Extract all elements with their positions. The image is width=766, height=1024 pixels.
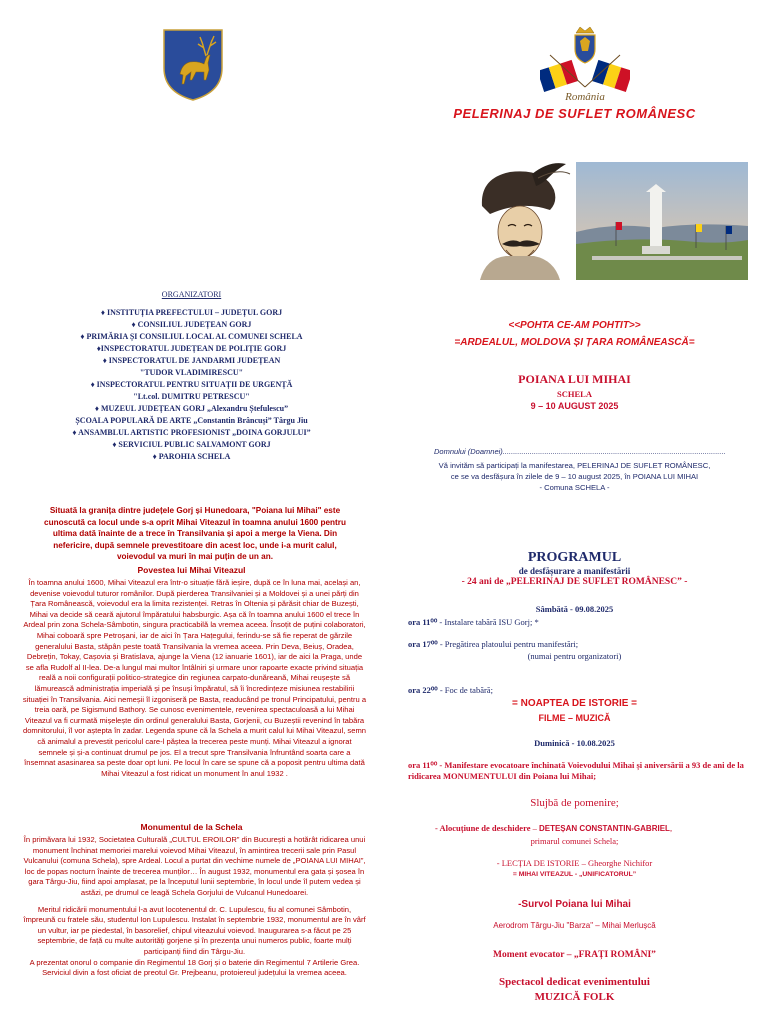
event-dates: 9 – 10 AUGUST 2025: [530, 401, 619, 411]
history-night-title: = NOAPTEA DE ISTORIE =: [511, 698, 638, 709]
event-title: PELERINAJ DE SUFLET ROMÂNESC: [453, 106, 696, 121]
organizers-list: [0, 307, 383, 463]
flyover: -Survol Poiana lui Mihai: [518, 899, 631, 910]
invitation-text: [383, 460, 766, 493]
organizer-item: ♦ INSPECTORATUL DE JANDARMI JUDEȚEAN: [102, 356, 281, 365]
program-title: PROGRAMUL: [527, 550, 622, 565]
films-music: FILME – MUZICĂ: [538, 713, 611, 723]
organizer-item: ♦ INSTITUȚIA PREFECTULUI – JUDEȚUL GORJ: [100, 308, 283, 317]
speaker-role: primarul comunei Schela;: [530, 836, 619, 846]
organizer-item: ♦ MUZEUL JUDEȚEAN GORJ „Alexandru Ștefulescu”: [94, 404, 289, 413]
schedule-text: - Instalare tabără ISU Gorj; *: [437, 617, 539, 627]
monument-paragraph: În primăvara lui 1932, Societatea Culturală „CULTUL EROILOR” din București a hotărât ridicarea unui monument închinat memoriei marelui voievod Mihai Viteazul, în amintirea trecerii sale prin Pasul Vulcanului (comuna Schela), spre Ardeal. Locul a purtat din vechime numele de „POIANA LUI MIHAI”, loc de popas nocturn înainte de trecerea munților… În august 1932, monumentul era gata și șosea în gara Târgu-Jiu, fiind apoi amplasat, pe la începutul lunii septembrie, în locul unde îl putem vedea și astăzi, pe drumul ce leagă Schela Gorjului de Vulcanul Hunedoarei.: [23, 835, 366, 897]
organizer-item: ♦ ANSAMBLUL ARTISTIC PROFESIONIST „DOINA GORJULUI”: [72, 428, 311, 437]
monument-text: [22, 835, 367, 979]
event-commune: SCHELA: [557, 389, 592, 399]
invitation-line: Vă invităm să participați la manifestarea, PELERINAJ DE SUFLET ROMÂNESC,: [438, 461, 711, 470]
monument-heading: Monumentul de la Schela: [140, 822, 243, 832]
mihai-viteazul-portrait-icon: [462, 156, 572, 280]
event-place: POIANA LUI MIHAI: [518, 372, 631, 386]
aerodrome: Aerodrom Târgu-Jiu "Barza" – Mihai Merlușcă: [493, 921, 656, 930]
opening-speech: [435, 823, 672, 833]
schedule-item: [408, 617, 539, 628]
program-subtitle: de desfășurare a manifestării: [518, 566, 631, 576]
story-paragraph: În toamna anului 1600, Mihai Viteazul era într-o situație fără ieșire, după ce în luna mai, același an, devenise voievodul tuturor românilor. După pierderea Transilvaniei și a Moldovei și a unei părți din Țara Românească, voievodul era la limita rezistenței. Retras în Oltenia și părăsit chiar de Buzești, Mihai va decide să ceară ajutorul împăratului habsburgic. Așa că în toamna anului 1600 el trece în Ardeal prin zona Schela-Sâmbotin, singura practicabilă la vremea aceea. Însoțit de puțini colaboratori, Mihai coboară spre Petroșani, iar de aici în Țara Hațegului, ferindu-se să fie reperat de gărzile generalului Basta, stăpân peste toată Transilvania la vremea aceea. Prin Deva, Beiuș, Oradea, Debrețin, Tokay, Cașovia și Bratislava, ajunge la Viena (12 ianuarie 1601), iar de aici la Praga, unde se afla Rudolf al II-lea. De-a lungul mai multor întâlniri și urmare unor rapoarte exacte privind situația reală a noii configurații politico-strategice din regiunea carpato-dunăreană, Mihai reușește să lămurească administrația imperială și pe însuși împăratul, să îi încredințeze misiunea restabilirii situației în Transilvania. Aici nemeșii îl izgoniseră pe Basta, readucând pe tronul Principatului, pentru a treia oară, pe Sigismund Bathory. Se cunosc evenimentele, revenirea spectaculoasă a lui Mihai Viteazul va fi curmată mișelește din ordinul generalului Basta, Gorjenii, cu Buzeștii revenind în tabăra domnitorului, îl vor aștepta în zadar. Legenda spune că la Schela a murit calul lui Mihai Viteazul, semn că animalul a prevestit pericolul care-l păștea la trecerea peste munți. Mihai Viteazul a ignorat semnele și și-a continuat drumul pe jos. El a trecut spre Transilvania înfruntând soarta care a însemnat asasinarea sa peste doar opt luni. Pe locul în care se spune că a poposit pentru ultima dată Mihai Viteazul a fost ridicat un monument în anul 1932 .: [22, 578, 367, 778]
history-lesson: - LECȚIA DE ISTORIE – Gheorghe Nichifor: [496, 858, 653, 868]
gorj-county-crest-icon: [162, 28, 224, 102]
organizer-item: ♦ CONSILIUL JUDEȚEAN GORJ: [131, 320, 252, 329]
day-saturday: Sâmbătă - 09.08.2025: [535, 604, 614, 614]
opening-speech-label: - Alocuțiune de deschidere: [435, 823, 531, 833]
poem-line-2: =ARDEALUL, MOLDOVA ȘI ȚARA ROMÂNEASCĂ=: [454, 337, 695, 348]
organizer-item: ♦ SERVICIUL PUBLIC SALVAMONT GORJ: [112, 440, 271, 449]
organizer-item: "Lt.col. DUMITRU PETRESCU": [133, 392, 250, 401]
organizer-item: "TUDOR VLADIMIRESCU": [139, 368, 244, 377]
memorial-service: Slujbă de pomenire;: [530, 797, 619, 809]
evocative-moment: Moment evocator – „FRAȚI ROMÂNI”: [493, 950, 656, 960]
romanian-coat-of-arms-flags-icon: [540, 25, 630, 97]
schedule-text: - Foc de tabără;: [437, 685, 493, 695]
intro-paragraph: Situată la granița dintre județele Gorj și Hunedoara, "Poiana lui Mihai" este cunoscută ca locul unde s-a oprit Mihai Viteazul în toamna anului 1600 pentru ultima dată înainte de a trece în Transilvania și apoi a merge la Viena. Din nefericire, după semnele prevestitoare din acest loc, unde i-a murit calul, voievodul va muri în mai puțin de un an.: [44, 506, 346, 561]
schedule-text: Manifestare evocatoare închinată Voievodului Mihai și aniversării a 93 de ani de la ridicarea MONUMENTULUI din Poiana lui Mihai;: [408, 760, 744, 781]
program-anniversary: - 24 ani de „PELERINAJ DE SUFLET ROMÂNESC” -: [461, 577, 688, 587]
addressee-line: Domnului (Doamnei)...........................................................................................................: [434, 447, 726, 456]
folk-music: MUZICĂ FOLK: [534, 991, 615, 1003]
speaker-name: DETEȘAN CONSTANTIN-GABRIEL: [538, 824, 670, 833]
organizer-item: ȘCOALA POPULARĂ DE ARTE „Constantin Brâncuși” Târgu Jiu: [75, 416, 308, 425]
day-sunday: Duminică - 10.08.2025: [534, 738, 615, 748]
history-lesson-topic: = MIHAI VITEAZUL - „UNIFICATORUL”: [512, 871, 637, 878]
schedule-time: ora 11⁰⁰ -: [408, 760, 443, 770]
invitation-line: - Comuna SCHELA -: [539, 483, 610, 492]
romania-script-word: România: [565, 91, 605, 103]
separator: –: [530, 823, 539, 833]
organizer-item: ♦INSPECTORATUL JUDEȚEAN DE POLIȚIE GORJ: [96, 344, 287, 353]
monument-paragraph: Meritul ridicării monumentului l-a avut locotenentul dr. C. Lupulescu, fiu al comunei Sâmbotin, împreună cu fratele său, studentul Ion Lupulescu. Instalat în septembrie 1932, monumentul are în vârf un vultur, iar pe piedestal, în basorelief, chipul viteazului voievod. Inaugurarea s-a făcut pe 25 septembrie, de față cu multe autorități gorjene și în prezența unui numeros public, foarte mulți participanți fiind din Târgu-Jiu.: [23, 904, 366, 956]
schedule-time: ora 17⁰⁰: [408, 639, 438, 649]
schedule-item: [408, 639, 578, 650]
invitation-line: ce se va desfășura în zilele de 9 – 10 august 2025, în POIANA LUI MIHAI: [450, 472, 699, 481]
story-heading: Povestea lui Mihai Viteazul: [137, 565, 246, 575]
schedule-time: ora 22⁰⁰: [408, 685, 438, 695]
schedule-time: ora 11⁰⁰: [408, 617, 438, 627]
schedule-text: - Pregătirea platoului pentru manifestări;: [437, 639, 579, 649]
monument-paragraph: A prezentat onorul o companie din Regimentul 18 Gorj și o baterie din Regimentul 7 Artilerie Grea. Serviciul divin a fost oficiat de preotul Gr. Prejbeanu, protoiereul județului la vremea aceea.: [29, 957, 360, 978]
organizer-item: ♦ INSPECTORATUL PENTRU SITUAȚII DE URGENȚĂ: [90, 380, 293, 389]
punctuation: ,: [669, 823, 673, 833]
organizers-heading: ORGANIZATORI: [161, 290, 222, 299]
schedule-note: (numai pentru organizatori): [527, 651, 622, 661]
schedule-item: [408, 685, 493, 696]
monument-photo-icon: [576, 162, 748, 280]
show-title: Spectacol dedicat evenimentului: [499, 976, 650, 988]
poem-line-1: <<POHTA CE-AM POHTIT>>: [508, 320, 641, 331]
organizer-item: ♦ PAROHIA SCHELA: [152, 452, 231, 461]
schedule-item-main: [408, 760, 758, 782]
organizer-item: ♦ PRIMĂRIA ȘI CONSILIUL LOCAL AL COMUNEI SCHELA: [80, 332, 303, 341]
